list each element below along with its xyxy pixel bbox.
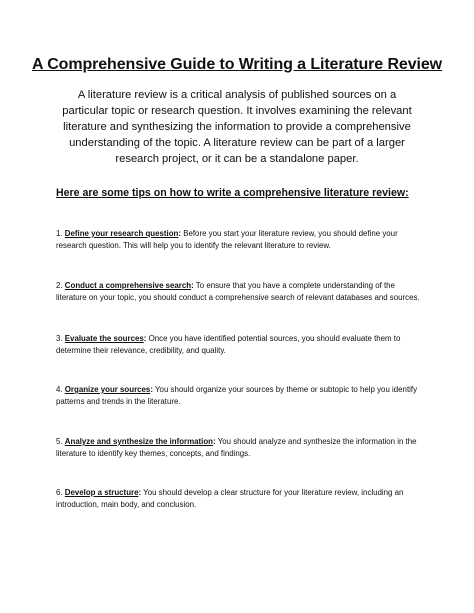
document-title: A Comprehensive Guide to Writing a Literature Review xyxy=(32,56,442,73)
tip-text: You should analyze and synthesize the information in the literature to identify key themes, concepts, and findings. xyxy=(56,437,417,459)
tip-label: Evaluate the sources xyxy=(64,334,144,343)
tip-item: 5. Analyze and synthesize the information: You should analyze and synthesize the information in the literature to identify key themes, concepts, and findings. xyxy=(56,437,417,459)
tip-label: Define your research question xyxy=(64,229,179,238)
tip-text: To ensure that you have a complete understanding of the literature on your topic, you should conduct a comprehensive search of relevant databases and sources. xyxy=(56,281,420,303)
tip-text: Before you start your literature review, you should define your research question. This will help you to identify the relevant literature to review. xyxy=(56,229,398,251)
intro-paragraph: A literature review is a critical analysis of published sources on a particular topic or research question. It involves examining the relevant literature and synthesizing the information to provide a comprehensive understanding of the topic. A literature review can be part of a larger research project, or it can be a standalone paper. xyxy=(62,89,412,165)
tip-number: 6. xyxy=(56,488,63,497)
tip-text: You should develop a clear structure for your literature review, including an introduction, main body, and conclusion. xyxy=(56,488,404,510)
tip-number: 4. xyxy=(56,385,63,394)
tip-label: Analyze and synthesize the information xyxy=(64,437,213,446)
tip-item: 1. Define your research question: Before you start your literature review, you should define your research question. This will help you to identify the relevant literature to review. xyxy=(56,229,398,251)
tip-number: 5. xyxy=(56,437,63,446)
tip-item: 6. Develop a structure: You should develop a clear structure for your literature review, including an introduction, main body, and conclusion. xyxy=(56,488,404,510)
tip-label: Develop a structure xyxy=(64,488,139,497)
tip-number: 3. xyxy=(56,334,63,343)
tip-item: 4. Organize your sources: You should organize your sources by theme or subtopic to help you identify patterns and trends in the literature. xyxy=(56,385,418,407)
tip-number: 2. xyxy=(56,281,63,290)
tip-item: 2. Conduct a comprehensive search: To ensure that you have a complete understanding of the literature on your topic, you should conduct a comprehensive search of relevant databases and sources. xyxy=(56,281,420,303)
tip-text: Once you have identified potential sources, you should evaluate them to determine their relevance, credibility, and quality. xyxy=(56,334,401,356)
tip-label: Organize your sources xyxy=(64,385,151,394)
tip-label: Conduct a comprehensive search xyxy=(64,281,192,290)
tip-item: 3. Evaluate the sources: Once you have identified potential sources, you should evaluate them to determine their relevance, credibility, and quality. xyxy=(56,334,401,356)
tip-text: You should organize your sources by theme or subtopic to help you identify patterns and trends in the literature. xyxy=(56,385,418,407)
tips-heading: Here are some tips on how to write a comprehensive literature review: xyxy=(56,187,409,199)
tip-number: 1. xyxy=(56,229,63,238)
